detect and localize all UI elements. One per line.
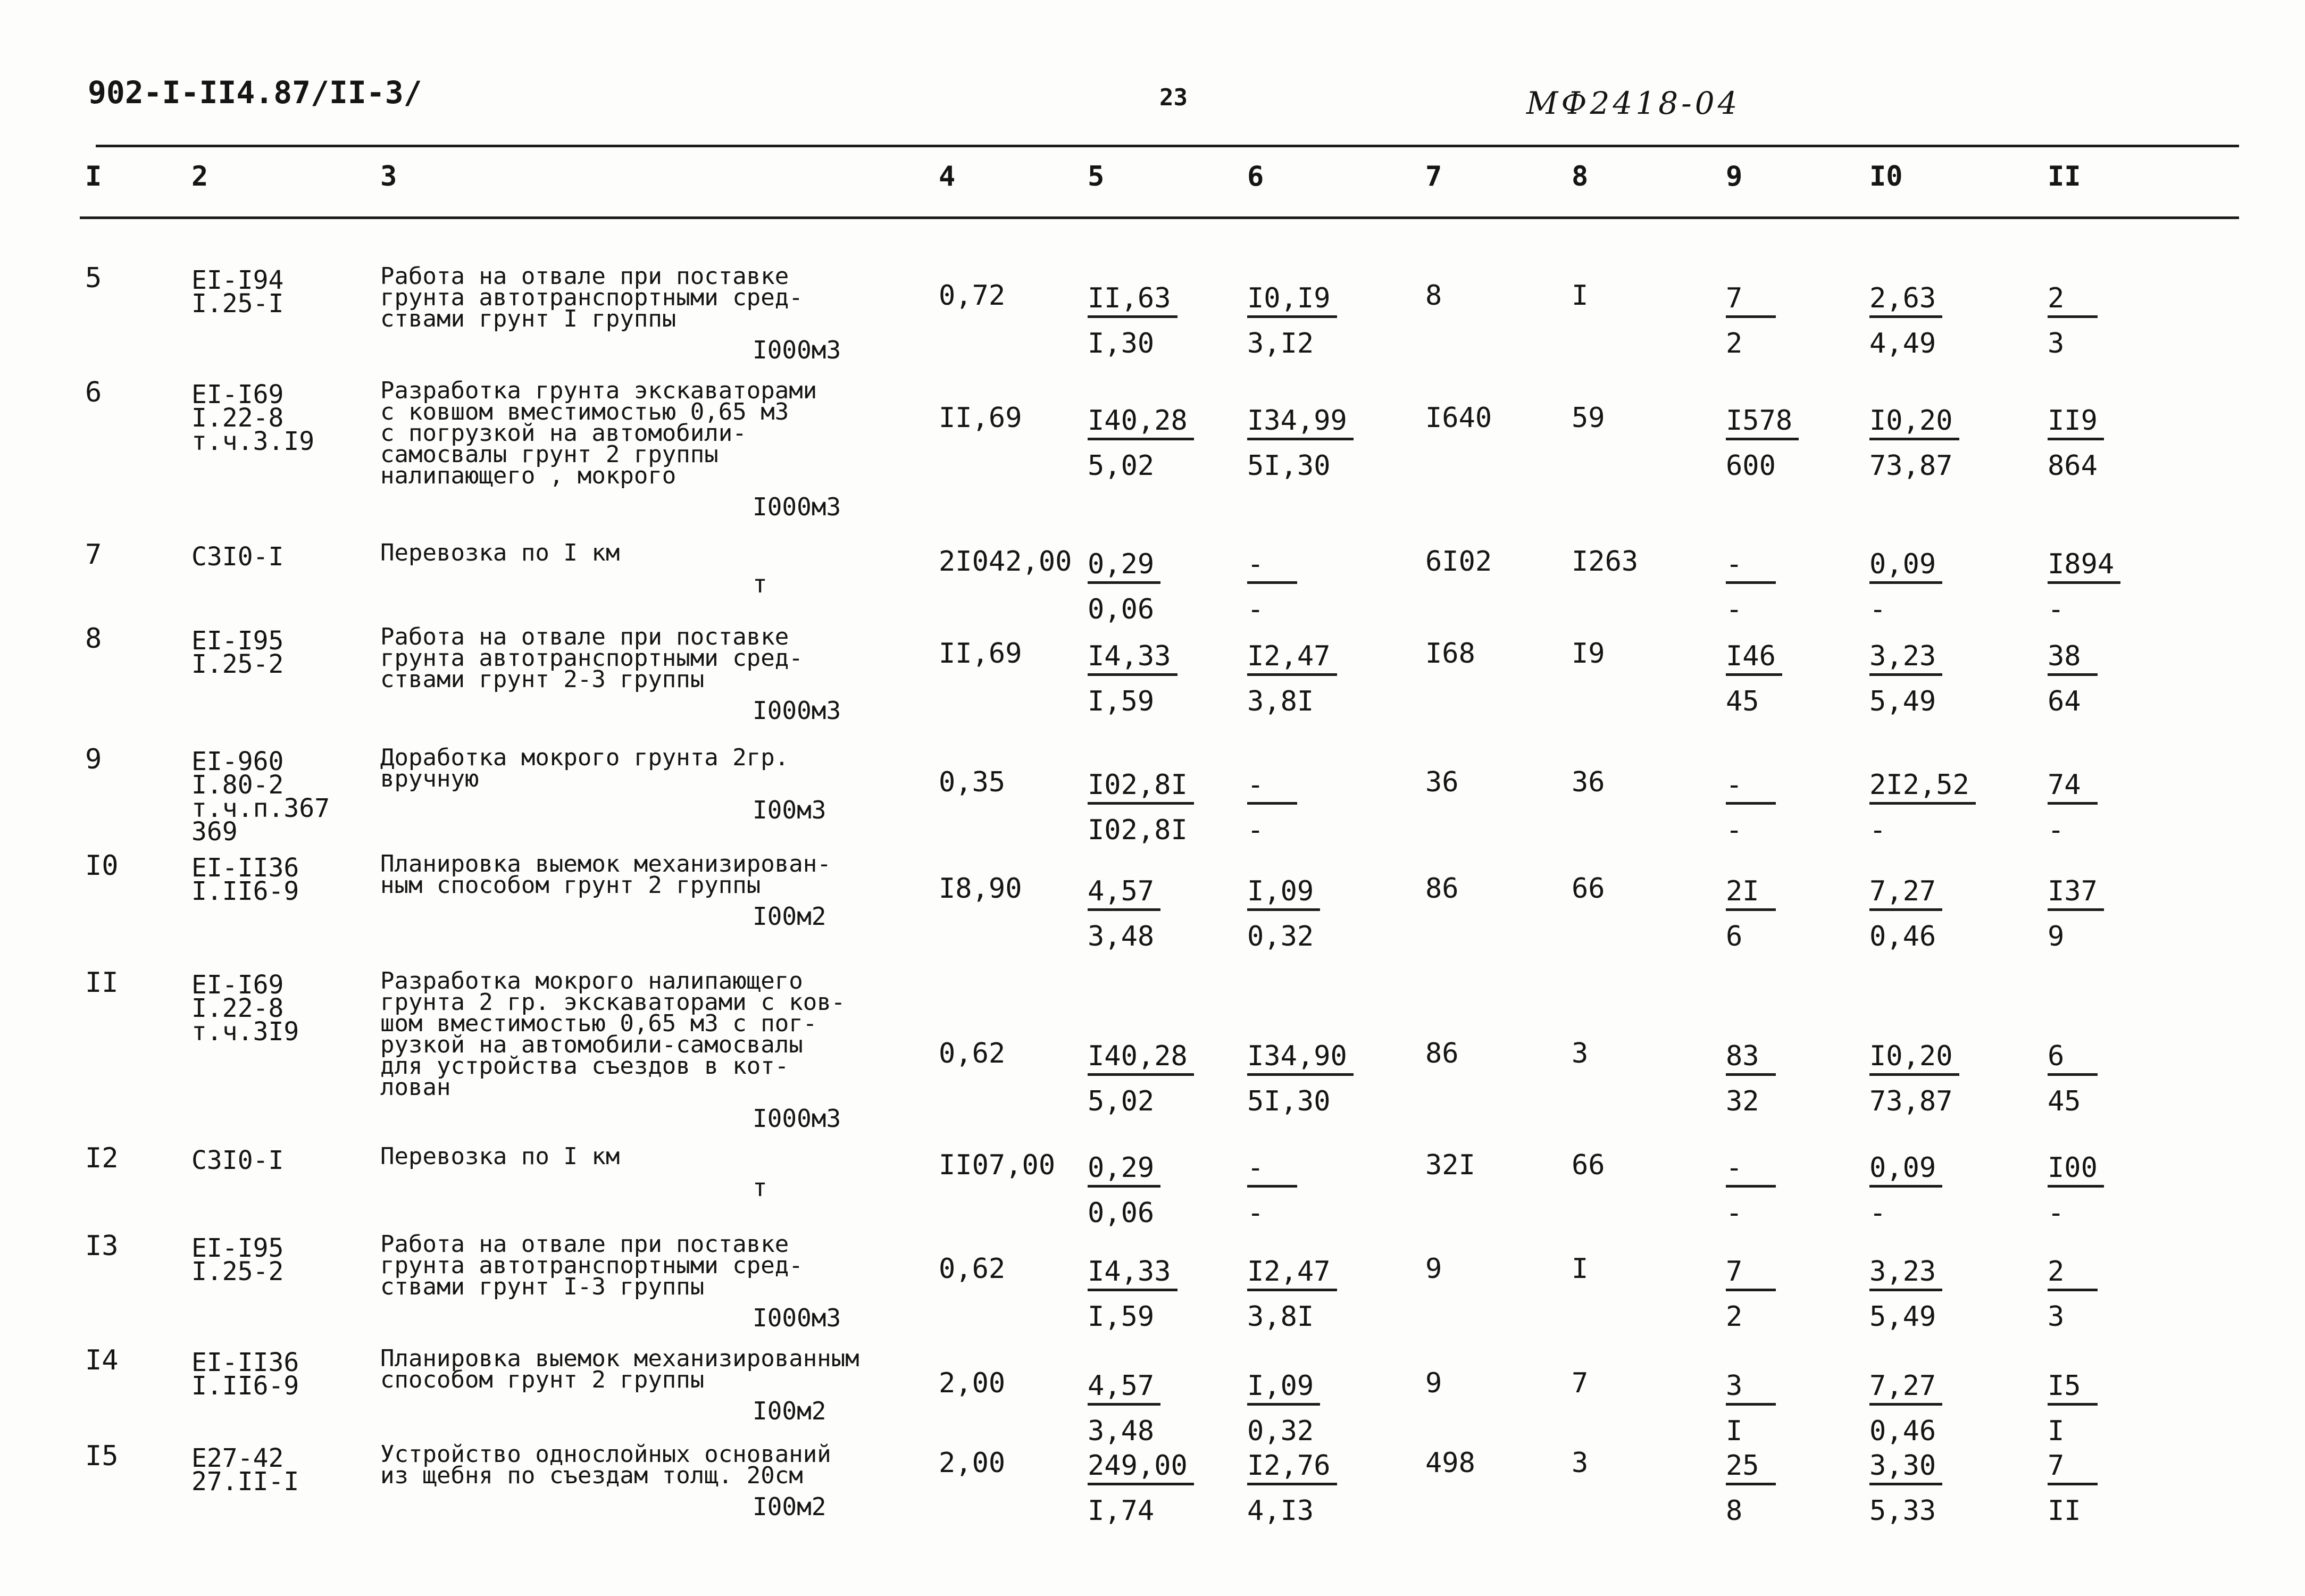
unit-cost-denominator: I02,8I: [1088, 814, 1188, 846]
labour-total-denominator: -: [2048, 814, 2065, 846]
quantity: 0,35: [939, 766, 1006, 798]
labour-unit-denominator: 4,49: [1869, 328, 1936, 360]
total-machine-cost-denominator: 6: [1726, 921, 1743, 952]
unit-machine-cost-denominator: 3,8I: [1247, 1301, 1314, 1333]
labour-total-denominator: -: [2048, 1197, 2065, 1229]
total-machine-cost-numerator: I578: [1726, 407, 1799, 440]
unit-cost: [1088, 875, 1160, 952]
norm-code: C3I0-I: [191, 542, 284, 572]
unit-of-measure: т: [753, 570, 767, 598]
labour-total-numerator: II9: [2048, 407, 2104, 440]
total-machine-cost-numerator: 7: [1726, 1258, 1776, 1291]
column-header-6: 6: [1247, 161, 1264, 193]
labour-unit: [1869, 407, 1959, 480]
total-cost: I640: [1425, 402, 1492, 434]
unit-machine-cost: [1247, 1258, 1337, 1331]
total-machine-cost-numerator: 83: [1726, 1042, 1776, 1076]
unit-machine-cost-numerator: I,09: [1247, 1372, 1320, 1406]
unit-cost-numerator: I4,33: [1088, 642, 1177, 676]
quantity: II,69: [939, 402, 1022, 434]
labour-total: [2048, 1154, 2104, 1227]
norm-code: EI-I95 I.25-2: [191, 626, 284, 679]
quantity: 2I042,00: [939, 546, 1072, 578]
unit-machine-cost-denominator: -: [1247, 814, 1264, 846]
total-machine-cost-denominator: 32: [1726, 1085, 1759, 1117]
labour-unit: [1869, 1042, 1959, 1115]
labour-unit-denominator: 0,46: [1869, 1415, 1936, 1447]
unit-cost: [1088, 1452, 1194, 1525]
labour-unit-denominator: -: [1869, 1197, 1886, 1229]
labour-total-numerator: 74: [2048, 771, 2098, 805]
labour-unit: [1869, 550, 1942, 623]
labour-total-numerator: I00: [2048, 1154, 2104, 1188]
labour-total-denominator: II: [2048, 1495, 2081, 1527]
column-header-1: I: [85, 161, 102, 193]
total-machine-cost: [1726, 875, 1776, 952]
unit-machine-cost: [1247, 1042, 1354, 1115]
unit-machine-cost-numerator: -: [1247, 550, 1297, 584]
unit-cost-numerator: I40,28: [1088, 1042, 1194, 1076]
unit-cost-numerator: 4,57: [1088, 1372, 1160, 1406]
unit-cost: [1088, 1154, 1160, 1227]
unit-cost: [1088, 771, 1194, 844]
work-description: Планировка выемок механизирован- ным способом грунт 2 группы: [380, 850, 831, 899]
labour-unit-numerator: 7,27: [1869, 1372, 1942, 1406]
unit-cost-numerator: I4,33: [1088, 1258, 1177, 1291]
work-description: Перевозка по I км: [380, 1143, 620, 1170]
labour-unit-denominator: 5,33: [1869, 1495, 1936, 1527]
labour-total: [2048, 407, 2104, 480]
row-number: I2: [85, 1142, 119, 1174]
labour-total-denominator: 3: [2048, 328, 2065, 360]
total-cost: 9: [1425, 1253, 1442, 1285]
unit-machine-cost-denominator: 3,I2: [1247, 328, 1314, 360]
unit-cost-denominator: 3,48: [1088, 921, 1155, 952]
unit-machine-cost-denominator: 3,8I: [1247, 686, 1314, 717]
column-header-3: 3: [380, 161, 397, 193]
unit-cost-denominator: I,74: [1088, 1495, 1155, 1527]
column-header-10: I0: [1869, 161, 1903, 193]
total-machine-cost: [1726, 1042, 1776, 1115]
work-description: Перевозка по I км: [380, 539, 620, 566]
labour-total: [2048, 642, 2098, 715]
unit-of-measure: I00м3: [753, 796, 826, 824]
unit-cost: [1088, 1042, 1194, 1115]
labour-unit-denominator: 0,46: [1869, 921, 1936, 952]
total-machine-cost: [1726, 771, 1776, 844]
unit-machine-cost-denominator: 5I,30: [1247, 1085, 1331, 1117]
total-machine-cost: [1726, 1372, 1776, 1445]
labour-total: [2048, 875, 2104, 952]
norm-code: EI-II36 I.II6-9: [191, 853, 299, 906]
total-machine-cost-numerator: -: [1726, 550, 1776, 584]
work-description: Разработка мокрого налипающего грунта 2 гр. экскаваторами с ков- шом вместимостью 0,65 м3 с пог- рузкой на автомобили-самосвалы для устройства съездов в кот- лован: [380, 967, 846, 1101]
unit-cost-numerator: 0,29: [1088, 1154, 1160, 1188]
work-description: Работа на отвале при поставке грунта автотранспортными сред- ствами грунт I группы: [380, 263, 803, 332]
labour-unit-numerator: 2,63: [1869, 285, 1942, 318]
total-cost: 36: [1425, 766, 1459, 798]
row-number: 5: [85, 262, 102, 294]
labour-unit-numerator: 3,23: [1869, 642, 1942, 676]
unit-cost-numerator: 249,00: [1088, 1452, 1194, 1485]
labour-total-denominator: 45: [2048, 1085, 2081, 1117]
row-number: 8: [85, 623, 102, 655]
norm-code: EI-I94 I.25-I: [191, 265, 284, 319]
total-machine-cost-numerator: 2I: [1726, 878, 1776, 911]
labour-unit: [1869, 282, 1942, 360]
total-machine-cost-numerator: -: [1726, 1154, 1776, 1188]
labour-unit: [1869, 1452, 1942, 1525]
labour-total: [2048, 1042, 2098, 1115]
total-cost: I68: [1425, 638, 1475, 670]
labour-total-numerator: I37: [2048, 878, 2104, 911]
work-description: Устройство однослойных оснований из щебня по съездам толщ. 20см: [380, 1441, 831, 1489]
column-header-5: 5: [1088, 161, 1105, 193]
total-machine-cost: [1726, 1452, 1776, 1525]
total-machine-cost-denominator: 2: [1726, 1301, 1743, 1333]
unit-cost: [1088, 550, 1160, 623]
unit-machine-cost-numerator: I34,99: [1247, 407, 1354, 440]
total-wages: 66: [1572, 1149, 1605, 1181]
labour-unit: [1869, 1258, 1942, 1331]
work-description: Работа на отвале при поставке грунта автотранспортными сред- ствами грунт I-3 группы: [380, 1231, 803, 1300]
column-header-9: 9: [1726, 161, 1743, 193]
total-wages: I: [1572, 280, 1589, 312]
total-cost: 498: [1425, 1447, 1475, 1479]
labour-unit-denominator: 73,87: [1869, 1085, 1953, 1117]
unit-machine-cost-numerator: I2,47: [1247, 642, 1337, 676]
unit-machine-cost-denominator: 0,32: [1247, 1415, 1314, 1447]
labour-unit-denominator: -: [1869, 814, 1886, 846]
labour-unit-denominator: 5,49: [1869, 686, 1936, 717]
norm-code: C3I0-I: [191, 1146, 284, 1175]
unit-machine-cost: [1247, 550, 1297, 623]
total-wages: 59: [1572, 402, 1605, 434]
total-cost: 32I: [1425, 1149, 1475, 1181]
total-machine-cost-denominator: -: [1726, 1197, 1743, 1229]
unit-machine-cost: [1247, 1452, 1337, 1525]
labour-total-denominator: 64: [2048, 686, 2081, 717]
total-machine-cost-denominator: 2: [1726, 328, 1743, 360]
unit-machine-cost: [1247, 1372, 1320, 1445]
unit-cost-denominator: 3,48: [1088, 1415, 1155, 1447]
labour-unit-numerator: 0,09: [1869, 1154, 1942, 1188]
column-header-11: II: [2048, 161, 2081, 193]
total-machine-cost: [1726, 642, 1782, 715]
labour-total-denominator: -: [2048, 594, 2065, 625]
row-number: 6: [85, 377, 102, 408]
total-machine-cost-numerator: 7: [1726, 285, 1776, 318]
labour-total-numerator: I894: [2048, 550, 2120, 584]
unit-cost-denominator: 0,06: [1088, 594, 1155, 625]
unit-cost: [1088, 407, 1194, 480]
total-wages: 66: [1572, 873, 1605, 905]
row-number: 9: [85, 743, 102, 775]
unit-cost-numerator: II,63: [1088, 285, 1177, 318]
unit-machine-cost-numerator: I2,76: [1247, 1452, 1337, 1485]
labour-total: [2048, 282, 2098, 360]
total-cost: 86: [1425, 873, 1459, 905]
total-wages: 3: [1572, 1038, 1589, 1069]
unit-cost: [1088, 1372, 1160, 1445]
labour-total: [2048, 1452, 2098, 1525]
page-number: 23: [1159, 84, 1188, 111]
total-cost: 9: [1425, 1367, 1442, 1399]
labour-total-denominator: I: [2048, 1415, 2065, 1447]
norm-code: EI-I95 I.25-2: [191, 1233, 284, 1286]
row-number: I5: [85, 1440, 119, 1472]
column-header-7: 7: [1425, 161, 1442, 193]
labour-unit: [1869, 771, 1976, 844]
labour-total-numerator: 2: [2048, 285, 2098, 318]
labour-unit-denominator: 5,49: [1869, 1301, 1936, 1333]
labour-total-numerator: 7: [2048, 1452, 2098, 1485]
unit-machine-cost: [1247, 282, 1337, 360]
unit-cost-numerator: 0,29: [1088, 550, 1160, 584]
unit-of-measure: I000м3: [753, 1104, 841, 1133]
work-description: Работа на отвале при поставке грунта автотранспортными сред- ствами грунт 2-3 группы: [380, 623, 803, 693]
labour-unit: [1869, 1372, 1942, 1445]
unit-of-measure: т: [753, 1173, 767, 1202]
labour-unit-numerator: 0,09: [1869, 550, 1942, 584]
norm-code: E27-42 27.II-I: [191, 1443, 299, 1497]
total-machine-cost: [1726, 1154, 1776, 1227]
labour-total-denominator: 9: [2048, 921, 2065, 952]
labour-unit: [1869, 1154, 1942, 1227]
row-number: I3: [85, 1230, 119, 1262]
labour-total-denominator: 864: [2048, 450, 2098, 482]
total-machine-cost-numerator: 3: [1726, 1372, 1776, 1406]
column-header-4: 4: [939, 161, 956, 193]
document-code: 902-I-II4.87/II-3/: [88, 74, 422, 111]
labour-unit: [1869, 875, 1942, 952]
unit-cost-denominator: I,59: [1088, 1301, 1155, 1333]
labour-total: [2048, 550, 2120, 623]
labour-unit: [1869, 642, 1942, 715]
labour-unit-numerator: 2I2,52: [1869, 771, 1976, 805]
unit-machine-cost-numerator: I34,90: [1247, 1042, 1354, 1076]
total-machine-cost-denominator: 45: [1726, 686, 1759, 717]
work-description: Разработка грунта экскаваторами с ковшом вместимостью 0,65 м3 с погрузкой на автомобили- самосвалы грунт 2 группы налипающего , мокрого: [380, 377, 817, 489]
total-wages: 7: [1572, 1367, 1589, 1399]
unit-machine-cost: [1247, 642, 1337, 715]
total-cost: 8: [1425, 280, 1442, 312]
labour-unit-numerator: 7,27: [1869, 878, 1942, 911]
unit-machine-cost-denominator: 0,32: [1247, 921, 1314, 952]
labour-total: [2048, 771, 2098, 844]
labour-total-numerator: 38: [2048, 642, 2098, 676]
total-machine-cost: [1726, 282, 1776, 360]
total-machine-cost-numerator: -: [1726, 771, 1776, 805]
total-machine-cost: [1726, 550, 1776, 623]
norm-code: EI-II36 I.II6-9: [191, 1348, 299, 1401]
labour-unit-denominator: -: [1869, 594, 1886, 625]
total-wages: I9: [1572, 638, 1605, 670]
unit-of-measure: I000м3: [753, 1303, 841, 1332]
unit-cost-denominator: 5,02: [1088, 450, 1155, 482]
unit-machine-cost-denominator: -: [1247, 1197, 1264, 1229]
total-machine-cost-denominator: -: [1726, 814, 1743, 846]
labour-total-numerator: I5: [2048, 1372, 2098, 1406]
unit-of-measure: I00м2: [753, 1492, 826, 1521]
quantity: 0,62: [939, 1253, 1006, 1285]
unit-machine-cost-numerator: I2,47: [1247, 1258, 1337, 1291]
unit-cost-denominator: 5,02: [1088, 1085, 1155, 1117]
total-machine-cost-denominator: -: [1726, 594, 1743, 625]
total-machine-cost: [1726, 407, 1799, 480]
total-wages: I263: [1572, 546, 1639, 578]
unit-machine-cost: [1247, 771, 1297, 844]
total-machine-cost: [1726, 1258, 1776, 1331]
unit-machine-cost: [1247, 407, 1354, 480]
total-wages: I: [1572, 1253, 1589, 1285]
unit-machine-cost-denominator: -: [1247, 594, 1264, 625]
row-number: 7: [85, 539, 102, 571]
norm-code: EI-960 I.80-2 т.ч.п.367 369: [191, 747, 330, 847]
quantity: II07,00: [939, 1149, 1056, 1181]
unit-machine-cost-denominator: 4,I3: [1247, 1495, 1314, 1527]
row-number: II: [85, 967, 119, 999]
total-wages: 3: [1572, 1447, 1589, 1479]
unit-of-measure: I000м3: [753, 696, 841, 725]
header-bottom-rule: [80, 216, 2239, 219]
labour-unit-numerator: 3,23: [1869, 1258, 1942, 1291]
total-machine-cost-numerator: I46: [1726, 642, 1782, 676]
labour-total-numerator: 6: [2048, 1042, 2098, 1076]
unit-of-measure: I00м2: [753, 1397, 826, 1425]
unit-machine-cost-denominator: 5I,30: [1247, 450, 1331, 482]
unit-of-measure: I000м3: [753, 492, 841, 521]
norm-code: EI-I69 I.22-8 т.ч.3I9: [191, 970, 299, 1047]
work-description: Доработка мокрого грунта 2гр. вручную: [380, 744, 789, 792]
quantity: 0,72: [939, 280, 1006, 312]
total-cost: 86: [1425, 1038, 1459, 1069]
quantity: 2,00: [939, 1367, 1006, 1399]
unit-cost: [1088, 642, 1177, 715]
unit-cost-denominator: 0,06: [1088, 1197, 1155, 1229]
quantity: II,69: [939, 638, 1022, 670]
column-header-8: 8: [1572, 161, 1589, 193]
labour-total-denominator: 3: [2048, 1301, 2065, 1333]
total-cost: 6I02: [1425, 546, 1492, 578]
unit-cost-numerator: I40,28: [1088, 407, 1194, 440]
unit-machine-cost-numerator: I0,I9: [1247, 285, 1337, 318]
total-machine-cost-numerator: 25: [1726, 1452, 1776, 1485]
labour-unit-numerator: I0,20: [1869, 407, 1959, 440]
unit-of-measure: I00м2: [753, 902, 826, 931]
work-description: Планировка выемок механизированным способом грунт 2 группы: [380, 1345, 859, 1393]
unit-of-measure: I000м3: [753, 336, 841, 364]
labour-unit-numerator: I0,20: [1869, 1042, 1959, 1076]
labour-total: [2048, 1258, 2098, 1331]
column-header-2: 2: [191, 161, 208, 193]
labour-total: [2048, 1372, 2098, 1445]
unit-cost: [1088, 1258, 1177, 1331]
stamp-code: МФ2418-04: [1526, 85, 1741, 121]
quantity: 0,62: [939, 1038, 1006, 1069]
norm-code: EI-I69 I.22-8 т.ч.3.I9: [191, 380, 315, 456]
unit-machine-cost: [1247, 1154, 1297, 1227]
total-machine-cost-denominator: 600: [1726, 450, 1776, 482]
total-machine-cost-denominator: I: [1726, 1415, 1743, 1447]
unit-cost-numerator: 4,57: [1088, 878, 1160, 911]
header-top-rule: [96, 145, 2239, 147]
unit-machine-cost-numerator: -: [1247, 771, 1297, 805]
unit-machine-cost-numerator: I,09: [1247, 878, 1320, 911]
row-number: I0: [85, 850, 119, 882]
quantity: I8,90: [939, 873, 1022, 905]
quantity: 2,00: [939, 1447, 1006, 1479]
row-number: I4: [85, 1344, 119, 1376]
unit-cost-denominator: I,30: [1088, 328, 1155, 360]
unit-cost-denominator: I,59: [1088, 686, 1155, 717]
total-wages: 36: [1572, 766, 1605, 798]
unit-machine-cost-numerator: -: [1247, 1154, 1297, 1188]
labour-unit-numerator: 3,30: [1869, 1452, 1942, 1485]
labour-total-numerator: 2: [2048, 1258, 2098, 1291]
unit-cost-numerator: I02,8I: [1088, 771, 1194, 805]
labour-unit-denominator: 73,87: [1869, 450, 1953, 482]
unit-cost: [1088, 282, 1177, 360]
unit-machine-cost: [1247, 875, 1320, 952]
total-machine-cost-denominator: 8: [1726, 1495, 1743, 1527]
